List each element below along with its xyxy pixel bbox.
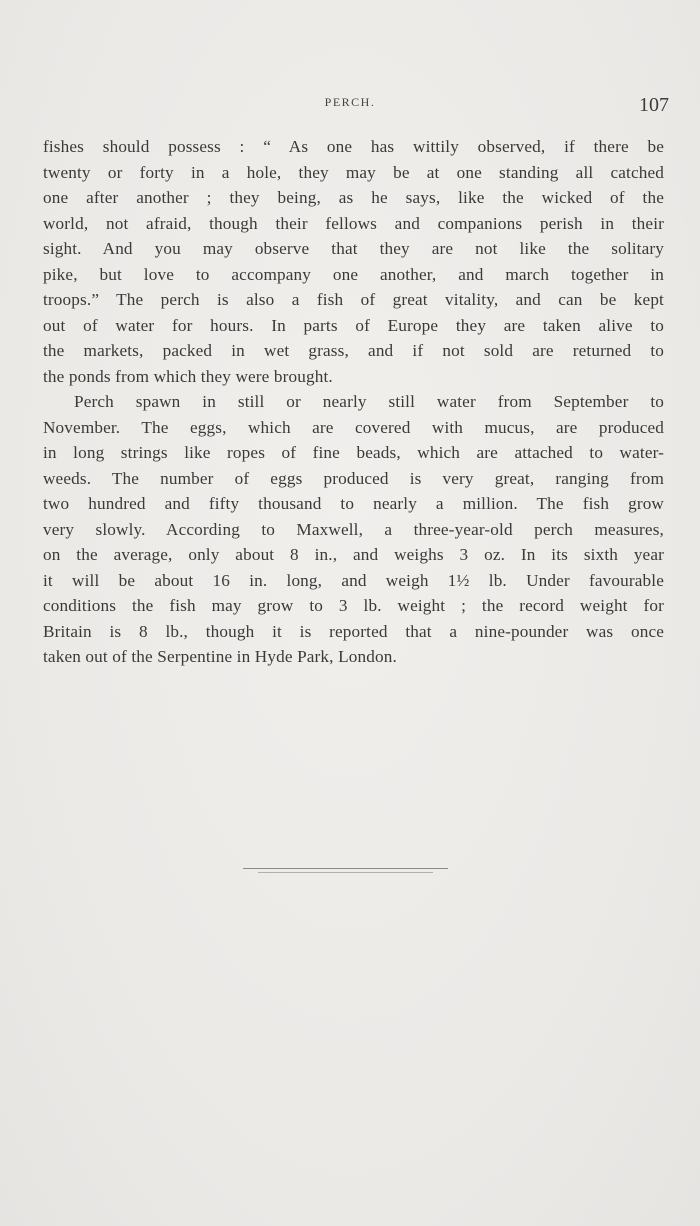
text-line: on the average, only about 8 in., and weighs 3 oz. In its sixth year [43,545,664,564]
paragraph [43,134,664,389]
text-line: pike, but love to accompany one another, and march together in [43,264,664,284]
text-line: taken out of the Serpentine in Hyde Park, London. [43,647,397,666]
text-line: it will be about 16 in. long, and weigh 1½ lb. Under favourable [43,570,664,590]
body-text [43,134,664,670]
running-title: PERCH. [324,95,376,109]
paragraph [43,389,664,670]
text-line: troops.” The perch is also a fish of great vitality, and can be kept [43,290,664,309]
text-line: conditions the fish may grow to 3 lb. weight ; the record weight for [43,596,664,615]
section-end-rule-inner [258,872,433,873]
text-line: Britain is 8 lb., though it is reported that a nine-pounder was once [43,621,664,641]
text-line: November. The eggs, which are covered with mucus, are produced [43,417,664,437]
text-line: weeds. The number of eggs produced is very great, ranging from [43,468,664,488]
section-end-rule [243,868,448,869]
text-line: the markets, packed in wet grass, and if not sold are returned to [43,341,664,360]
text-line: world, not afraid, though their fellows and companions perish in their [43,213,664,233]
text-line: two hundred and fifty thousand to nearly a million. The fish grow [43,494,664,513]
text-line: Perch spawn in still or nearly still water from September to [74,392,664,411]
text-line: the ponds from which they were brought. [43,366,333,386]
text-line: twenty or forty in a hole, they may be at one standing all catched [43,162,664,182]
page-number: 107 [639,94,669,116]
text-line: sight. And you may observe that they are not like the solitary [43,239,664,258]
text-line: one after another ; they being, as he says, like the wicked of the [43,188,664,207]
text-line: out of water for hours. In parts of Europe they are taken alive to [43,315,664,335]
text-line: fishes should possess : “ As one has wittily observed, if there be [43,137,664,156]
text-line: very slowly. According to Maxwell, a three-year-old perch measures, [43,519,664,539]
text-line: in long strings like ropes of fine beads, which are attached to water- [43,443,664,462]
